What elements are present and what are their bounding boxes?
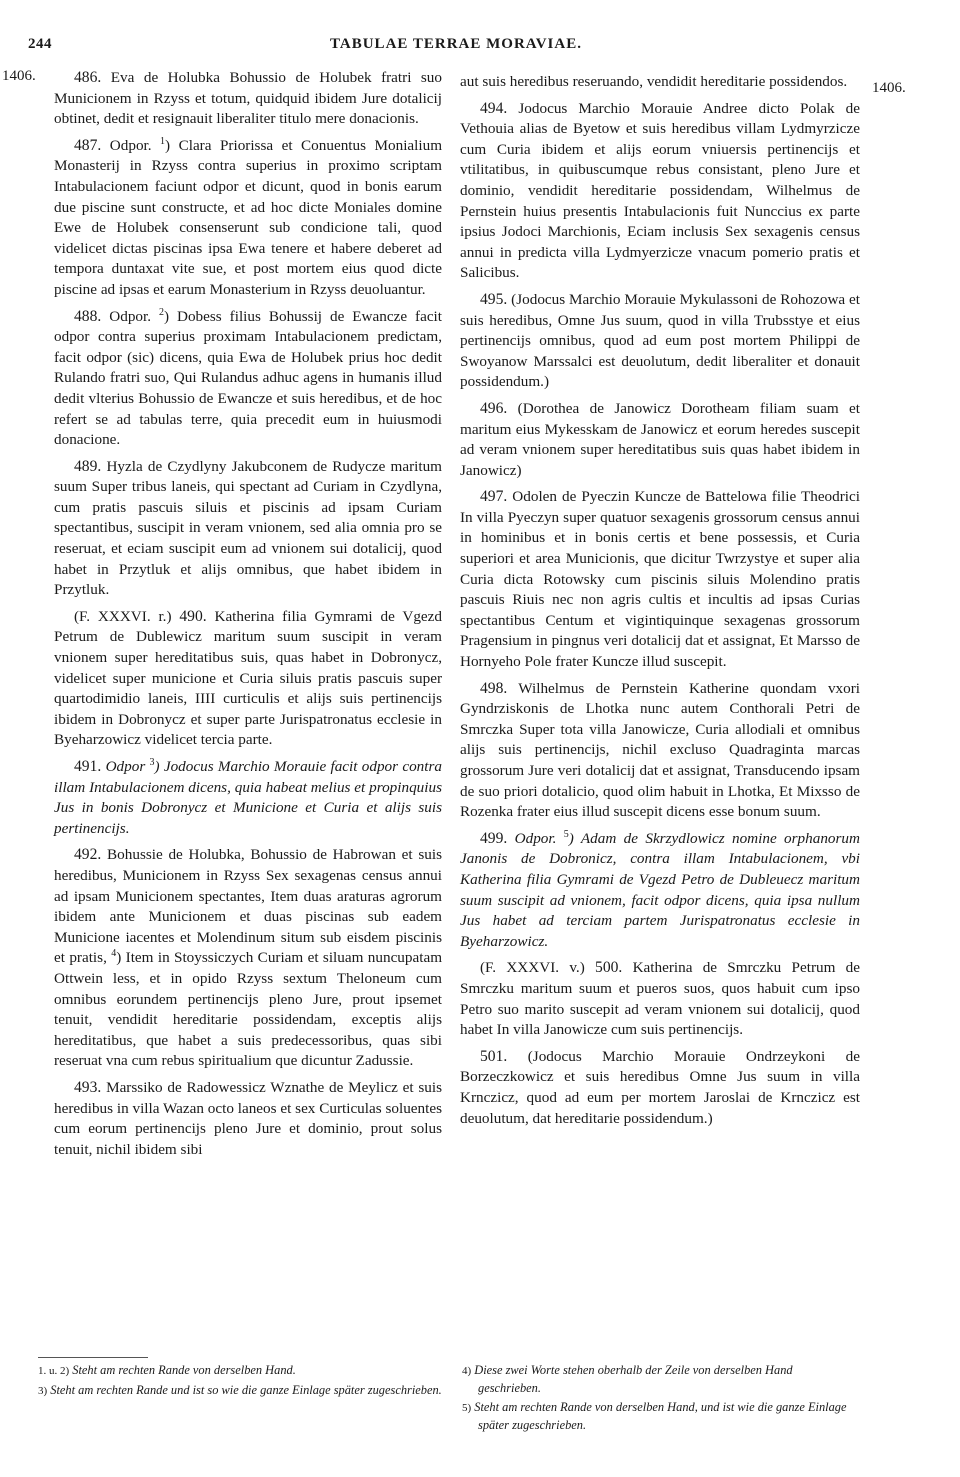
entry-text-italic: ) Adam de Skrzydlowicz nomine orphanorum Janonis de Dobronicz, contra illam Intabulacionem, vbi Katherina filia Gymrami de Vgezd Petro de Dubleuecz maritum suum suscipit ad vnionem, facit odpor dicens, quia ipsa nullum Jus habet ad terciam partem Jurispatronatus ecclesie in Byeharzowicz. <box>460 829 860 950</box>
entry-paragraph <box>460 829 860 953</box>
footnote-mark: 5) <box>462 1402 472 1414</box>
entry-text: Odpor. <box>101 307 159 325</box>
footnote <box>38 1362 443 1380</box>
entry-text-italic: ) Jodocus Marchio Morauie facit odpor contra illam Intabulacionem dicens, quia habeat melius et propinquius Jus in bonis Dobronycz et Municione et Curia et alijs suis pertinencijs. <box>54 758 442 837</box>
entry-number: 491. <box>74 758 102 775</box>
entry-text: Odpor. <box>101 136 161 154</box>
footnote-marker: 3 <box>149 756 155 768</box>
footnote <box>38 1382 443 1400</box>
entry-number: 500. <box>595 959 623 977</box>
folio-reference: (F. XXXVI. r.) <box>74 607 180 625</box>
entry-paragraph <box>460 958 860 1040</box>
footnote-mark: 1. u. 2) <box>38 1365 70 1377</box>
entry-text: aut suis heredibus reseruando, vendidit hereditarie possidendos. <box>460 73 848 90</box>
entry-paragraph <box>460 399 860 481</box>
footnotes-left <box>38 1362 443 1402</box>
margin-year-left: 1406. <box>2 68 36 84</box>
entry-text: (Jodocus Marchio Morauie Ondrzeykoni de Borzeczkowicz et suis heredibus Omne Jus suum in villa Krnczicz, quod ad eum per mortem Jaroslai de Krnczicz est deuolutum, dat hereditarie possidendum.) <box>460 1047 860 1127</box>
page-number: 244 <box>28 36 52 52</box>
left-column <box>54 68 442 1166</box>
entry-text: ) Item in Stoyssiczych Curiam et siluam nuncupatam Ottwein less, et in opido Rzyss sextum Theloneum cum omnibus eorundem pertinencijs pleno Jure, prout ipsemet tenuit, vendidit hereditarie possidendam, exceptis alijs hereditatibus, que habet a suis predecessoribus, quas sibi reseruat vna cum rebus spiritualium que dicuntur Zadussie. <box>54 949 443 1070</box>
entry-text: Eva de Holubka Bohussio de Holubek fratri suo Municionem in Rzyss et totum, quidquid ibidem Jure dotalicij obtinet, dedit et resignauit liberaliter titulo mere donacionis. <box>54 69 442 128</box>
entry-number: 490. <box>179 607 207 625</box>
margin-year-right: 1406. <box>872 80 906 96</box>
footnote-text: Steht am rechten Rande und ist so wie die ganze Einlage später zugeschrieben. <box>47 1383 442 1397</box>
entry-paragraph <box>54 68 442 130</box>
entry-number: 497. <box>480 488 508 506</box>
footnote <box>462 1399 857 1434</box>
footnote-text: Diese zwei Worte stehen oberhalb der Zeile von derselben Hand geschrieben. <box>471 1363 793 1395</box>
footnote-text: Steht am rechten Rande von derselben Hand, und ist wie die ganze Einlage später zugeschrieben. <box>471 1400 847 1432</box>
entry-text-italic: Odpor. <box>507 829 564 847</box>
entry-paragraph <box>54 845 442 1072</box>
entry-number: 499. <box>480 829 508 847</box>
entry-text: ) Clara Priorissa et Conuentus Monialium Monasterij in Rzyss contra superius in proximo scriptam Intabulacionem faciunt odpor et dicunt, quod in bonis earum due piscine sunt constructe, et ad hoc dicte Moniales domine Ewe de Holubek consenserunt sub condicione tali, quod videlicet dictas piscinas ipsa Ewa tenere et habere deberet ad tempora duntaxat vite sue, et post mortem eius quod dicte piscine ad ipsas et earum Monasterium in Rzyss deuoluantur. <box>54 136 443 298</box>
entry-paragraph <box>460 487 860 672</box>
entry-text: Hyzla de Czydlyny Jakubconem de Rudycze maritum suum Super tribus laneis, qui spectant ad Curiam in Czydlyna, cum pratis pascuis siluis et piscinis ad ipsam Curiam spectantibus, suscipit in veram vnionem, sed alia omnia pro se reseruat, et eciam suscipit eum ad vnionem sui dotalicij, quod habet in Przytluk et alijs omnibus, que habet ibidem in Przytluk. <box>54 457 442 599</box>
footnote-mark: 3) <box>38 1385 48 1397</box>
entry-text: Bohussie de Holubka, Bohussio de Habrowan et suis heredibus, Municionem in Rzyss Sex sexagenas census annui ad ipsam Municionem spectantes, Item duas araturas agrorum ibidem ante Municionem et duas piscinas sub eadem Municione iacentes et Molendinum situm sub eisdem piscinis et pratis, <box>54 846 442 967</box>
footnote <box>462 1362 857 1397</box>
entry-number: 495. <box>480 290 508 308</box>
footnote-marker: 4 <box>111 948 117 960</box>
entry-text: Marssiko de Radowessicz Wznathe de Meylicz et suis heredibus in villa Wazan octo laneos et sex Curticulas soluentes cum eorum pertinencijs pleno Jure et dominio, prout solus tenuit, nichil ibidem sibi <box>54 1078 442 1158</box>
entry-text-italic: Odpor <box>101 758 150 775</box>
entry-text: ) Dobess filius Bohussij de Ewancze facit odpor contra superius proximam Intabulacionem predictam, facit odpor (sic) dicens, quia Ewa de Holubek prius hoc dedit Rulando fratri suo, Qui Rulandus adhuc agens in humanis illud dedit vlterius Bohussio de Ewancze et suis heredibus, et de hoc refert se ad tabulas terre, quia precedit eum in huiusmodi donacione. <box>54 307 442 449</box>
entry-number: 486. <box>74 69 102 86</box>
entry-text: Katherina filia Gymrami de Vgezd Petrum de Dublewicz maritum suum suscipit in veram vnionem super hereditatibus suis, quas habet in Dobronycz, videlicet super municione et Curia siluis pratis pascuis super quartodimidio laneis, IIII curticulis et alijs suis pertinencijs ibidem in Dobronycz et super parte Jurispatronatus ecclesie in Byeharzowicz videlicet tercia parte. <box>54 607 442 749</box>
entry-number: 498. <box>480 679 508 697</box>
entry-number: 488. <box>74 307 102 325</box>
entry-paragraph <box>54 307 442 451</box>
entry-text: (Dorothea de Janowicz Dorotheam filiam suam et maritum eius Mykesskam de Janowicz et eorum heredes suscepit ad veram vnionem super hereditatibus suis quas habet ibidem in Janowicz) <box>460 399 860 479</box>
entry-number: 492. <box>74 846 102 864</box>
entry-paragraph <box>460 1047 860 1129</box>
footnotes-right <box>462 1362 857 1436</box>
entry-number: 487. <box>74 136 102 154</box>
entry-text: Katherina de Smrczku Petrum de Smrczku maritum suum et pueros suos, quos habuit cum ipso Petro suo marito suscepit ad veram vnionem sui dotalicij, quod habet In villa Janowicze cum suis pertinencijs. <box>460 959 860 1039</box>
entry-number: 496. <box>480 399 508 417</box>
page-header <box>0 36 960 66</box>
running-title: TABULAE TERRAE MORAVIAE. <box>330 36 582 52</box>
entry-paragraph <box>54 136 442 301</box>
folio-reference: (F. XXXVI. v.) <box>480 959 596 977</box>
entry-paragraph <box>54 757 442 839</box>
entry-paragraph <box>460 72 860 93</box>
entry-paragraph <box>460 679 860 823</box>
footnote-marker: 2 <box>158 306 164 318</box>
entry-paragraph <box>460 99 860 284</box>
entry-text: (Jodocus Marchio Morauie Mykulassoni de Rohozowa et suis heredibus, Omne Jus suum, quod in villa Trubsstye et eius pertinencijs omnibus, quod ad eum post mortem Philippi de Swoyanow Marssalci est deuolutum, dedit liberaliter et donauit possidendum.) <box>460 290 860 391</box>
entry-paragraph <box>54 457 442 601</box>
entry-text: Jodocus Marchio Morauie Andree dicto Polak de Vethouia alias de Byetow et suis heredibus villam Lydmyrzicze cum Curia ibidem et alijs eorum vniuersis pertinencijs et vtilitatibus, in quibuscumque rebus consistant, pleno Jure et dominio, vendidit hereditarie possidendam, Wilhelmus de Pernstein huius presentis Intabulacionis fuit Nunccius ex parte ipsius Jodoci Marchionis, Eciam inclusis Sex sexagenis census annui in predicta villa Lydmyerzicze vnacum pomerio pratis et Salicibus. <box>460 99 860 282</box>
footnote-text: Steht am rechten Rande von derselben Hand. <box>69 1363 296 1377</box>
entry-number: 493. <box>74 1078 102 1096</box>
footnote-mark: 4) <box>462 1365 472 1377</box>
footnote-divider <box>38 1357 148 1358</box>
entry-paragraph <box>54 607 442 751</box>
entry-text: Odolen de Pyeczin Kuncze de Battelowa filie Theodrici In villa Pyeczyn super quatuor sexagenis grossorum census annui in hominibus et in bonis certis et bene possessis, et Curia superiori et area Municionis, que dicitur Twrzystye et super alia Curia dicta Rotowsky cum piscinis siluis Molendino pratis pascuis Riuis nec non agris cultis et incultis ad ipsas Curias spectantibus Centum et vigintiquinque sexagenas grossorum Pragensium in pingnus veri dotalicij dat et assignat, Et Marsso de Hornyeho Pole frater Kuncze illud suscepit. <box>460 488 860 671</box>
footnote-marker: 1 <box>160 135 166 147</box>
entry-paragraph <box>54 1078 442 1160</box>
entry-number: 494. <box>480 99 508 117</box>
entry-number: 489. <box>74 457 102 475</box>
footnote-marker: 5 <box>563 828 569 840</box>
entry-paragraph <box>460 290 860 393</box>
entry-text: Wilhelmus de Pernstein Katherine quondam vxori Gyndrziskonis de Lhotka nunc autem Conthorali Petri de Smrczka Super tota villa Janowicze, Curia allodiali et omnibus alijs suis pertinencijs, nichil excluso Quadraginta marcas grossorum Jure veri dotalicij dat et assignat, Transducendo ipsam de suo priori dotalicio, quod olim habuit in Lhotka, Et Mixsso de Rozenka frater eius illud suscepit dicens esse bonum suum. <box>460 679 860 821</box>
entry-number: 501. <box>480 1047 508 1065</box>
right-column <box>460 72 860 1135</box>
